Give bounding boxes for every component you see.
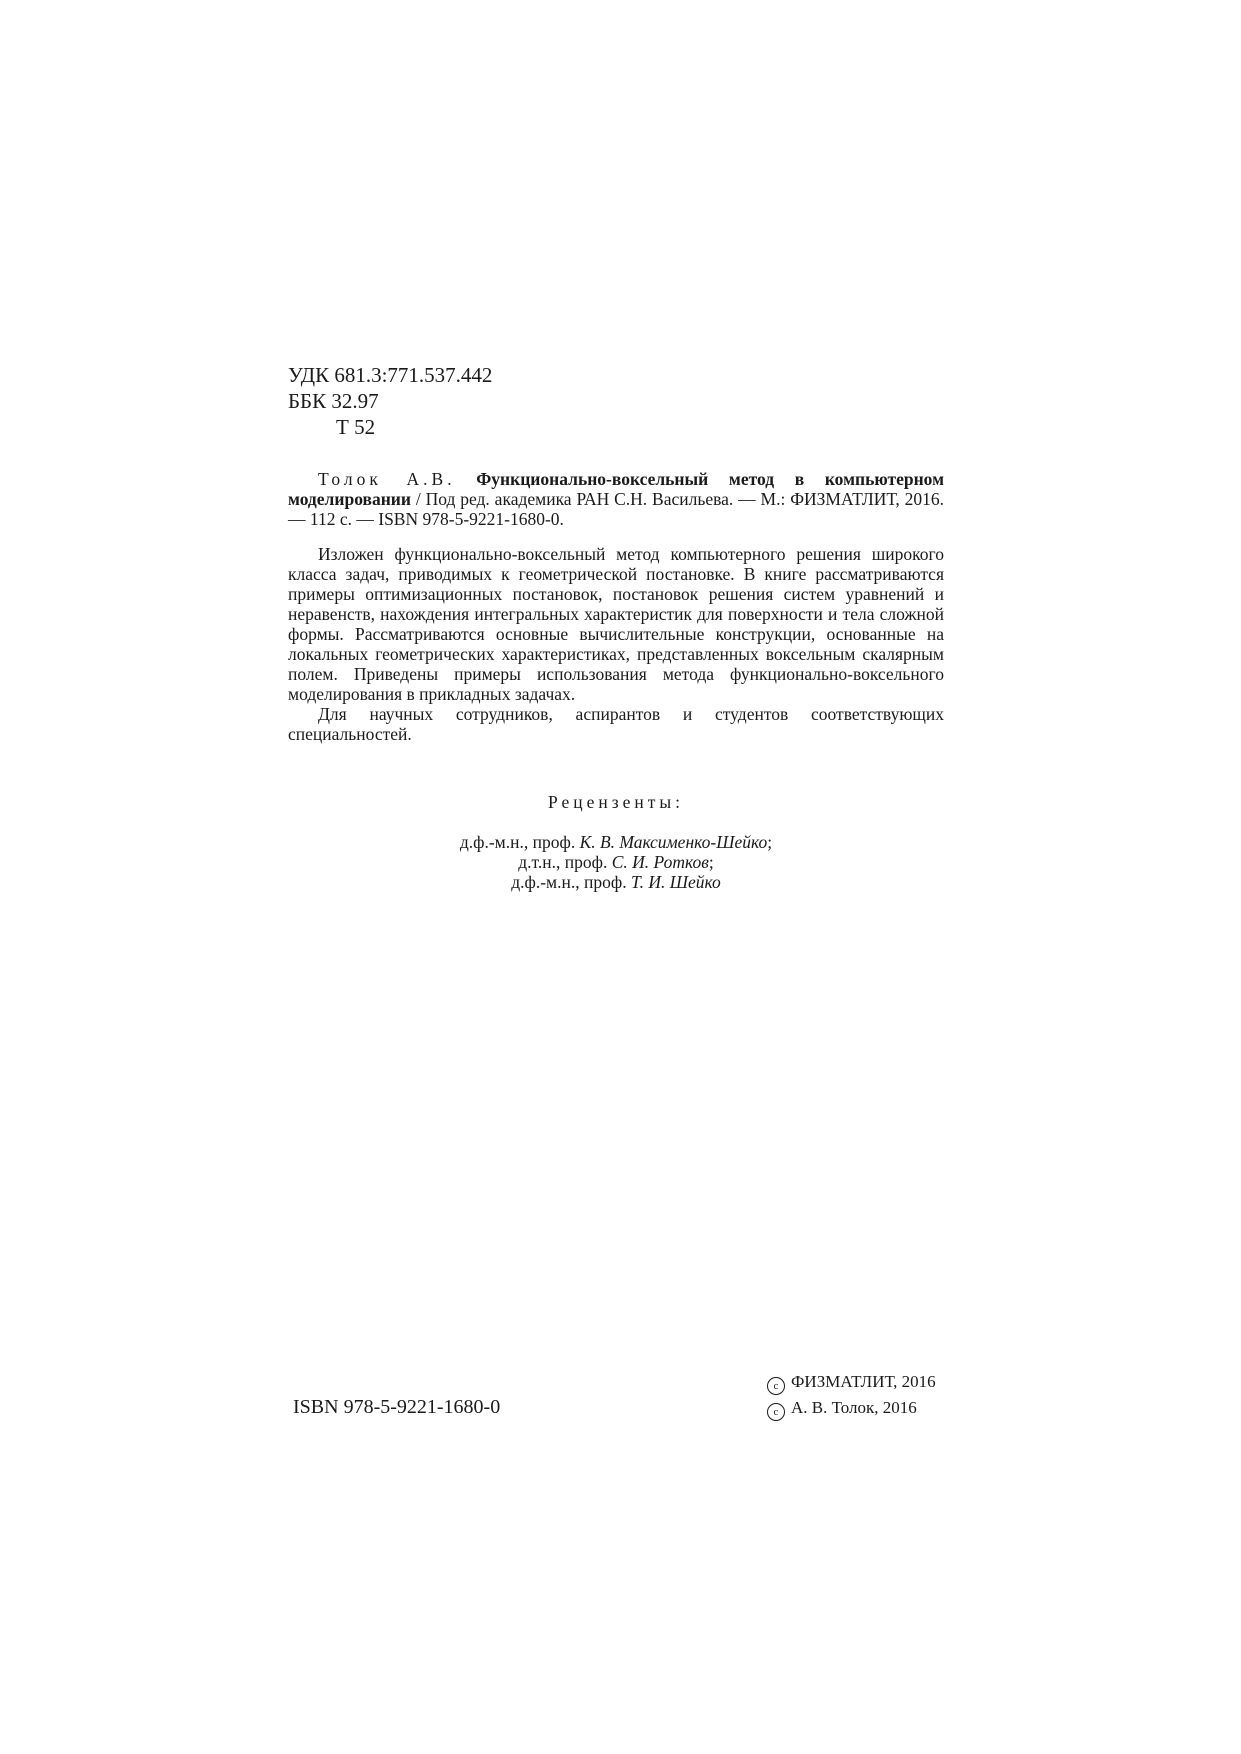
- udk-code: УДК 681.3:771.537.442: [288, 363, 493, 387]
- reviewer-punct: ;: [708, 852, 714, 872]
- copyright-notices: [767, 1369, 936, 1421]
- reviewer-degree: д.т.н., проф.: [518, 852, 612, 872]
- copyright-icon: c: [767, 1403, 785, 1421]
- bbk-code: ББК 32.97: [288, 389, 379, 413]
- reviewers-list: [288, 832, 944, 892]
- abstract-paragraph-1: Изложен функционально-воксельный метод компьютерного решения широкого класса задач, приводимых к геометрической постановке. В книге рассматриваются примеры оптимизационных постановок, постановок решения систем уравнений и неравенств, нахождения интегральных характеристик для поверхности и тела сложной формы. Рассматриваются основные вычислительные конструкции, основанные на локальных геометрических характеристиках, представленных воксельным скалярным полем. Приведены примеры использования метода функционально-воксельного моделирования в прикладных задачах.: [288, 544, 944, 704]
- isbn: ISBN 978-5-9221-1680-0: [293, 1396, 501, 1418]
- reviewer-entry: [288, 852, 944, 872]
- abstract: [288, 544, 944, 744]
- bibliographic-title: Функционально-воксельный метод в компьютерном моделировании: [288, 469, 945, 509]
- copyright-author-text: А. В. Толок, 2016: [791, 1398, 917, 1417]
- classification-block: [288, 362, 492, 440]
- author-mark: Т 52: [336, 415, 376, 439]
- abstract-paragraph-2: Для научных сотрудников, аспирантов и студентов соответствующих специальностей.: [288, 704, 944, 744]
- copyright-publisher-text: ФИЗМАТЛИТ, 2016: [791, 1372, 936, 1391]
- reviewer-name: С. И. Ротков: [611, 852, 709, 872]
- bibliographic-record: [288, 469, 944, 529]
- reviewer-name: К. В. Максименко-Шейко: [579, 832, 768, 852]
- copyright-publisher: [767, 1369, 936, 1395]
- reviewer-punct: ;: [767, 832, 773, 852]
- reviewer-entry: [288, 872, 944, 892]
- reviewer-degree: д.ф.-м.н., проф.: [511, 872, 631, 892]
- bibliographic-details: / Под ред. академика РАН С.Н. Васильева. — М.: ФИЗМАТЛИТ, 2016. — 112 с. — ISBN 978-5-9221-1680-0.: [288, 489, 944, 529]
- copyright-icon: c: [767, 1377, 785, 1395]
- bibliographic-author: Толок А.В.: [318, 469, 456, 489]
- reviewer-entry: [288, 832, 944, 852]
- reviewer-name: Т. И. Шейко: [630, 872, 721, 892]
- reviewer-degree: д.ф.-м.н., проф.: [459, 832, 580, 852]
- copyright-author: [767, 1395, 936, 1421]
- reviewers-heading: Рецензенты:: [547, 792, 685, 812]
